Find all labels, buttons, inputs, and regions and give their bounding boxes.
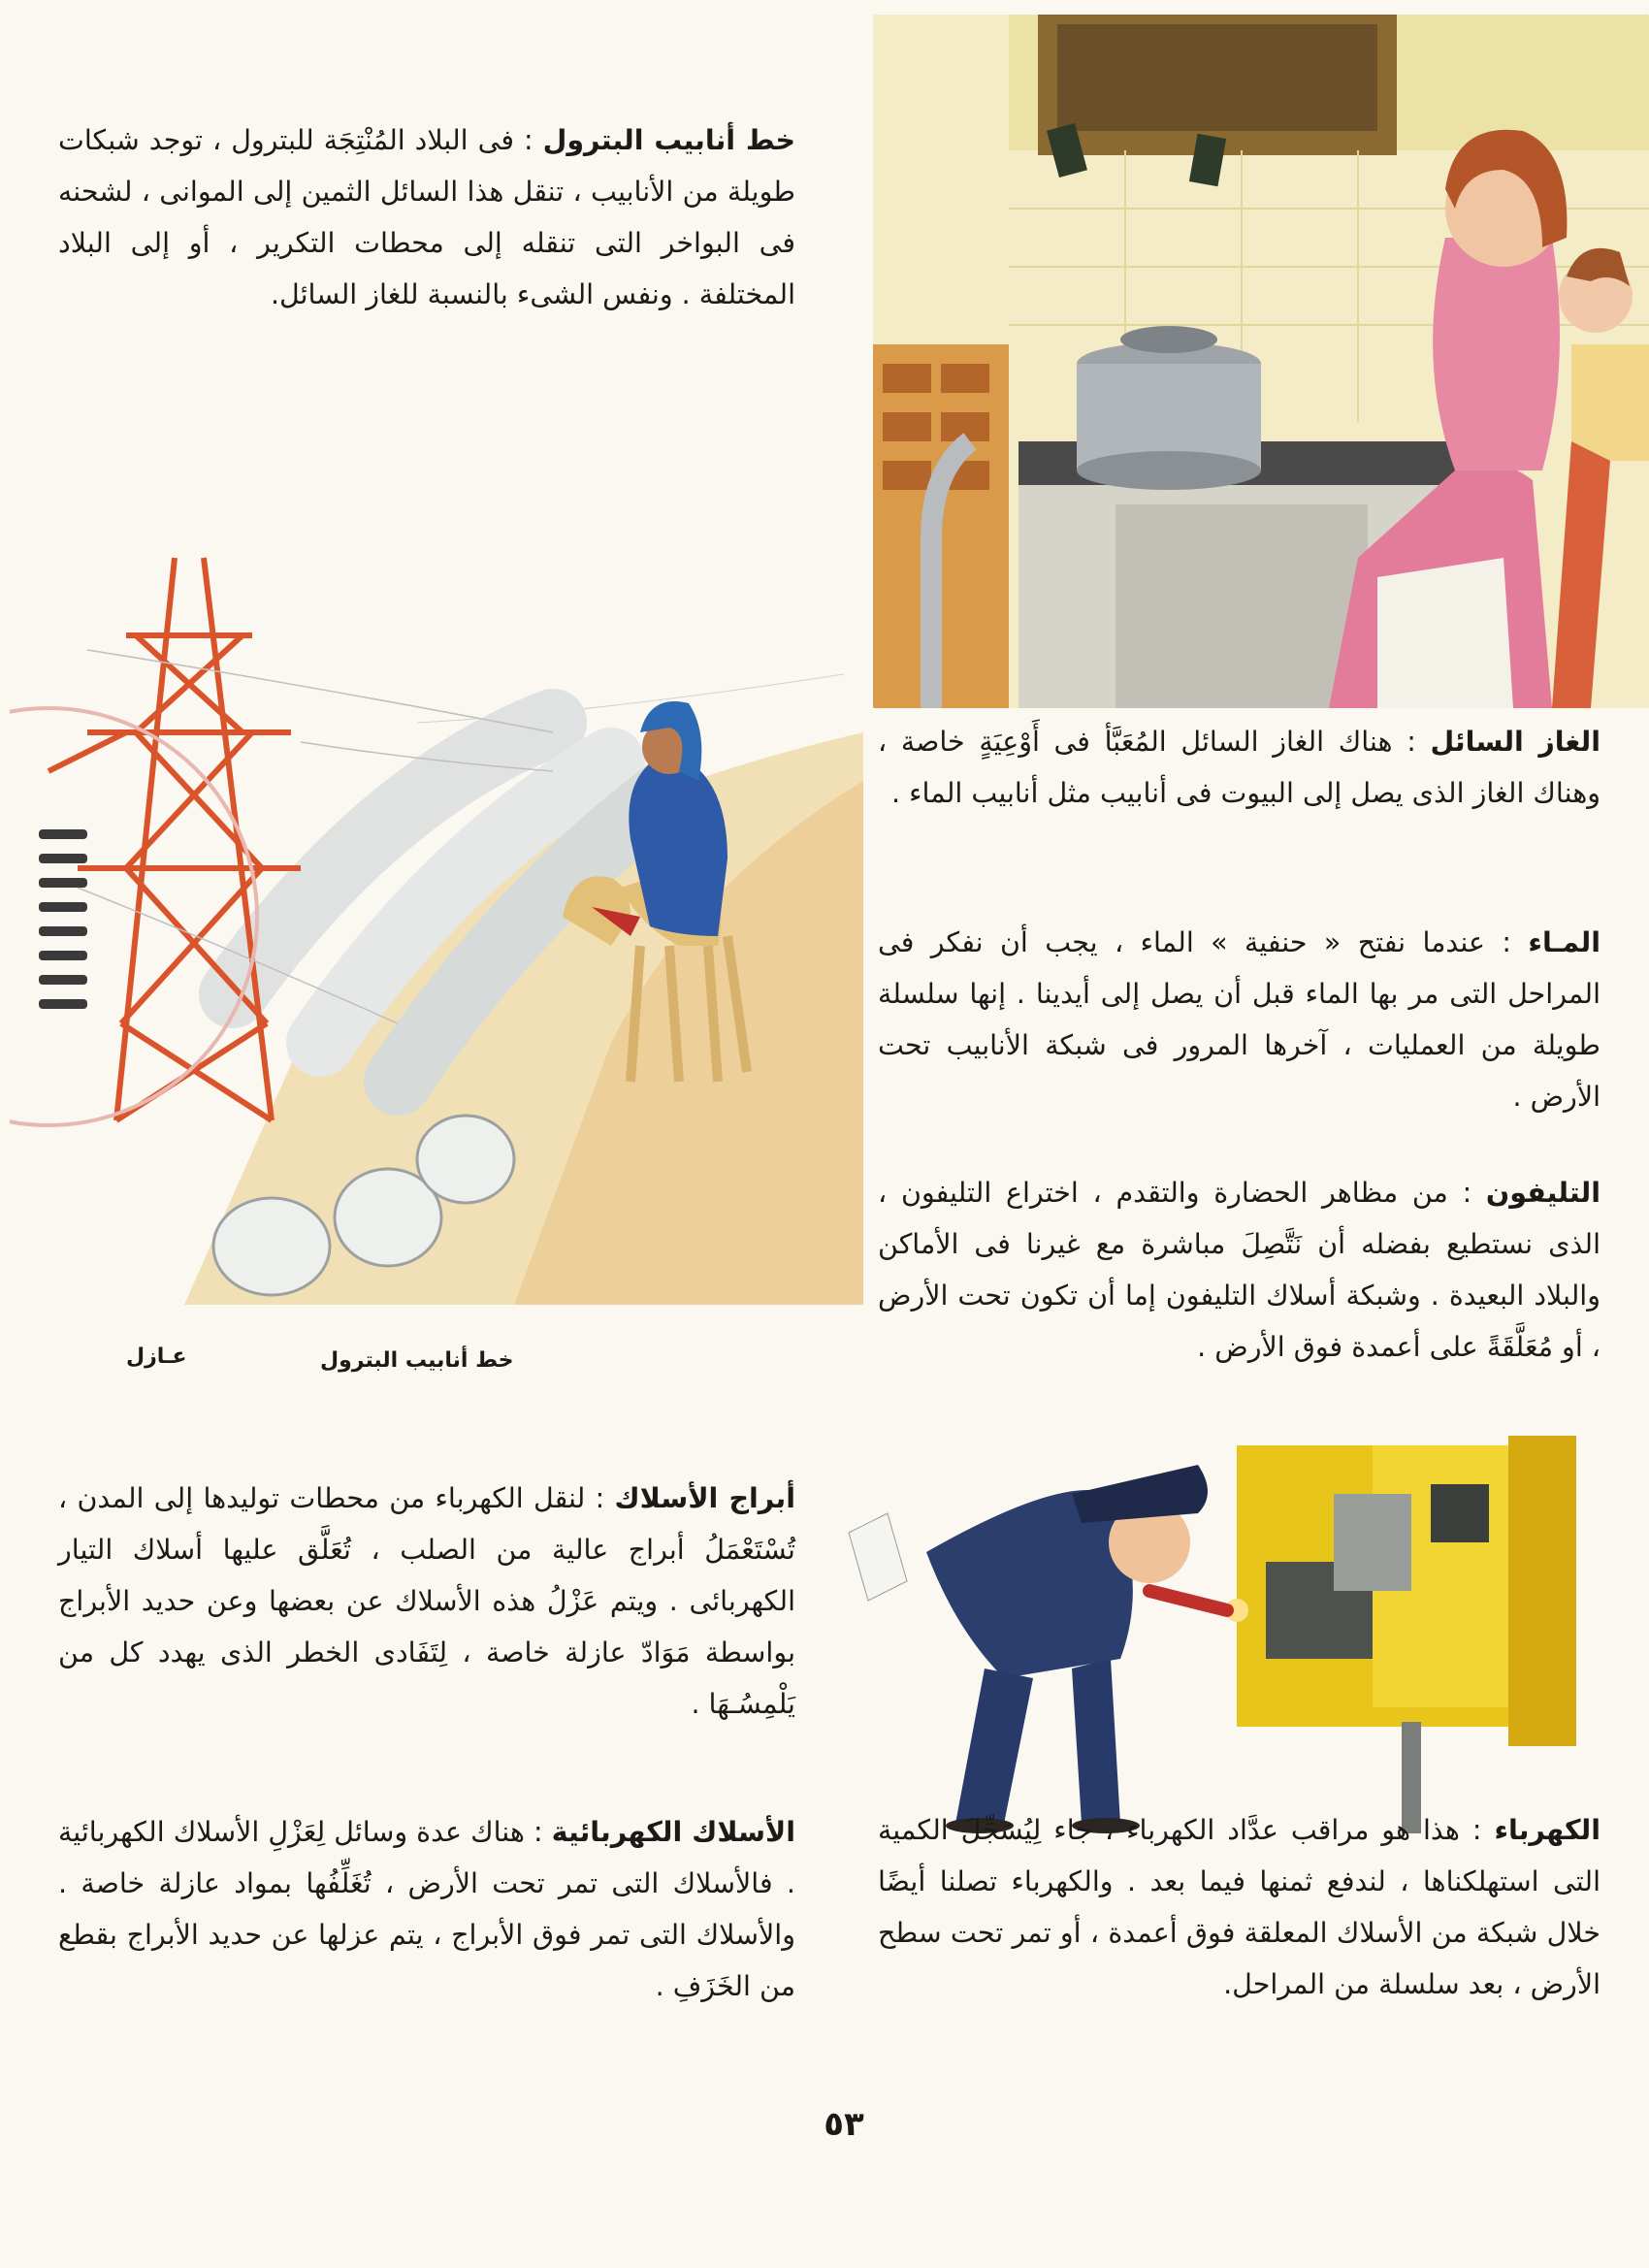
page-number: ٥٣ (824, 2105, 864, 2144)
term-telephone: التليفون (1485, 1177, 1600, 1209)
text-oil-pipeline: : فى البلاد المُنْتِجَة للبترول ، توجد شبكات طويلة من الأنابيب ، تنقل هذا السائل الثمين إلى الموانى ، لشحنه فى البواخر التى تنقله إلى محطات التكرير ، أو إلى البلاد المختلفة . ونفس الشىء بالنسبة للغاز السائل. (58, 124, 795, 310)
caption-insulator: عـازل (126, 1345, 187, 1369)
paragraph-oil-pipeline (58, 114, 795, 320)
term-electricity: الكهرباء (1494, 1814, 1600, 1846)
term-towers: أبراج الأسلاك (614, 1482, 795, 1514)
text-water: : عندما نفتح « حنفية » الماء ، يجب أن نفكر فى المراحل التى مر بها الماء قبل أن يصل إلى أيدينا . إنها سلسلة طويلة من العمليات ، آخرها المرور فى شبكة الأنابيب تحت الأرض . (878, 926, 1600, 1113)
paragraph-liquid-gas (878, 716, 1600, 819)
paragraph-electricity (878, 1804, 1600, 2010)
term-oil-pipeline: خط أنابيب البترول (542, 124, 795, 156)
text-electric-wires: : هناك عدة وسائل لِعَزْلِ الأسلاك الكهربائية . فالأسلاك التى تمر تحت الأرض ، تُغَلِّفُها بمواد عازلة خاصة . والأسلاك التى تمر فوق الأبراج ، يتم عزلها عن حديد الأبراج بقطع من الخَزَفِ . (58, 1816, 795, 2002)
term-electric-wires: الأسلاك الكهربائية (551, 1816, 795, 1848)
kitchen-illustration (873, 15, 1649, 708)
term-liquid-gas: الغاز السائل (1430, 726, 1600, 758)
meter-reader-illustration (829, 1436, 1634, 1833)
paragraph-telephone (878, 1167, 1600, 1373)
meter-reader-drawing (829, 1436, 1634, 1833)
text-telephone: : من مظاهر الحضارة والتقدم ، اختراع التليفون ، الذى نستطيع بفضله أن نَتَّصِلَ مباشرة مع غيرنا فى الأماكن والبلاد البعيدة . وشبكة أسلاك التليفون إما أن تكون تحت الأرض ، أو مُعَلَّقَةً على أعمدة فوق الأرض . (878, 1177, 1600, 1363)
paragraph-towers (58, 1473, 795, 1730)
paragraph-electric-wires (58, 1806, 795, 2012)
text-liquid-gas: : هناك الغاز السائل المُعَبَّأ فى أَوْعِيَةٍ خاصة ، وهناك الغاز الذى يصل إلى البيوت فى أنابيب مثل أنابيب الماء . (878, 726, 1600, 809)
text-electricity: : هذا هو مراقب عدَّاد الكهرباء ، جاء لِيُسَجِّلَ الكمية التى استهلكناها ، لندفع ثمنها فيما بعد . والكهرباء تصلنا أيضًا خلال شبكة من الأسلاك المعلقة فوق أعمدة ، أو تمر تحت سطح الأرض ، بعد سلسلة من المراحل. (878, 1814, 1600, 2000)
text-towers: : لنقل الكهرباء من محطات توليدها إلى المدن ، تُسْتَعْمَلُ أبراج عالية من الصلب ، تُعَلَّق عليها أسلاك التيار الكهربائى . ويتم عَزْلُ هذه الأسلاك عن بعضها وعن حديد الأبراج بواسطة مَوَادّ عازلة خاصة ، لِتَفَادى الخطر الذى يهدد كل من يَلْمِسُـهَا . (58, 1482, 795, 1720)
term-water: المـاء (1528, 926, 1600, 958)
paragraph-water (878, 917, 1600, 1122)
pipeline-drawing (10, 538, 863, 1305)
kitchen-drawing (873, 15, 1649, 708)
pipeline-tower-illustration (10, 538, 863, 1305)
caption-pipeline: خط أنابيب البترول (320, 1348, 514, 1373)
